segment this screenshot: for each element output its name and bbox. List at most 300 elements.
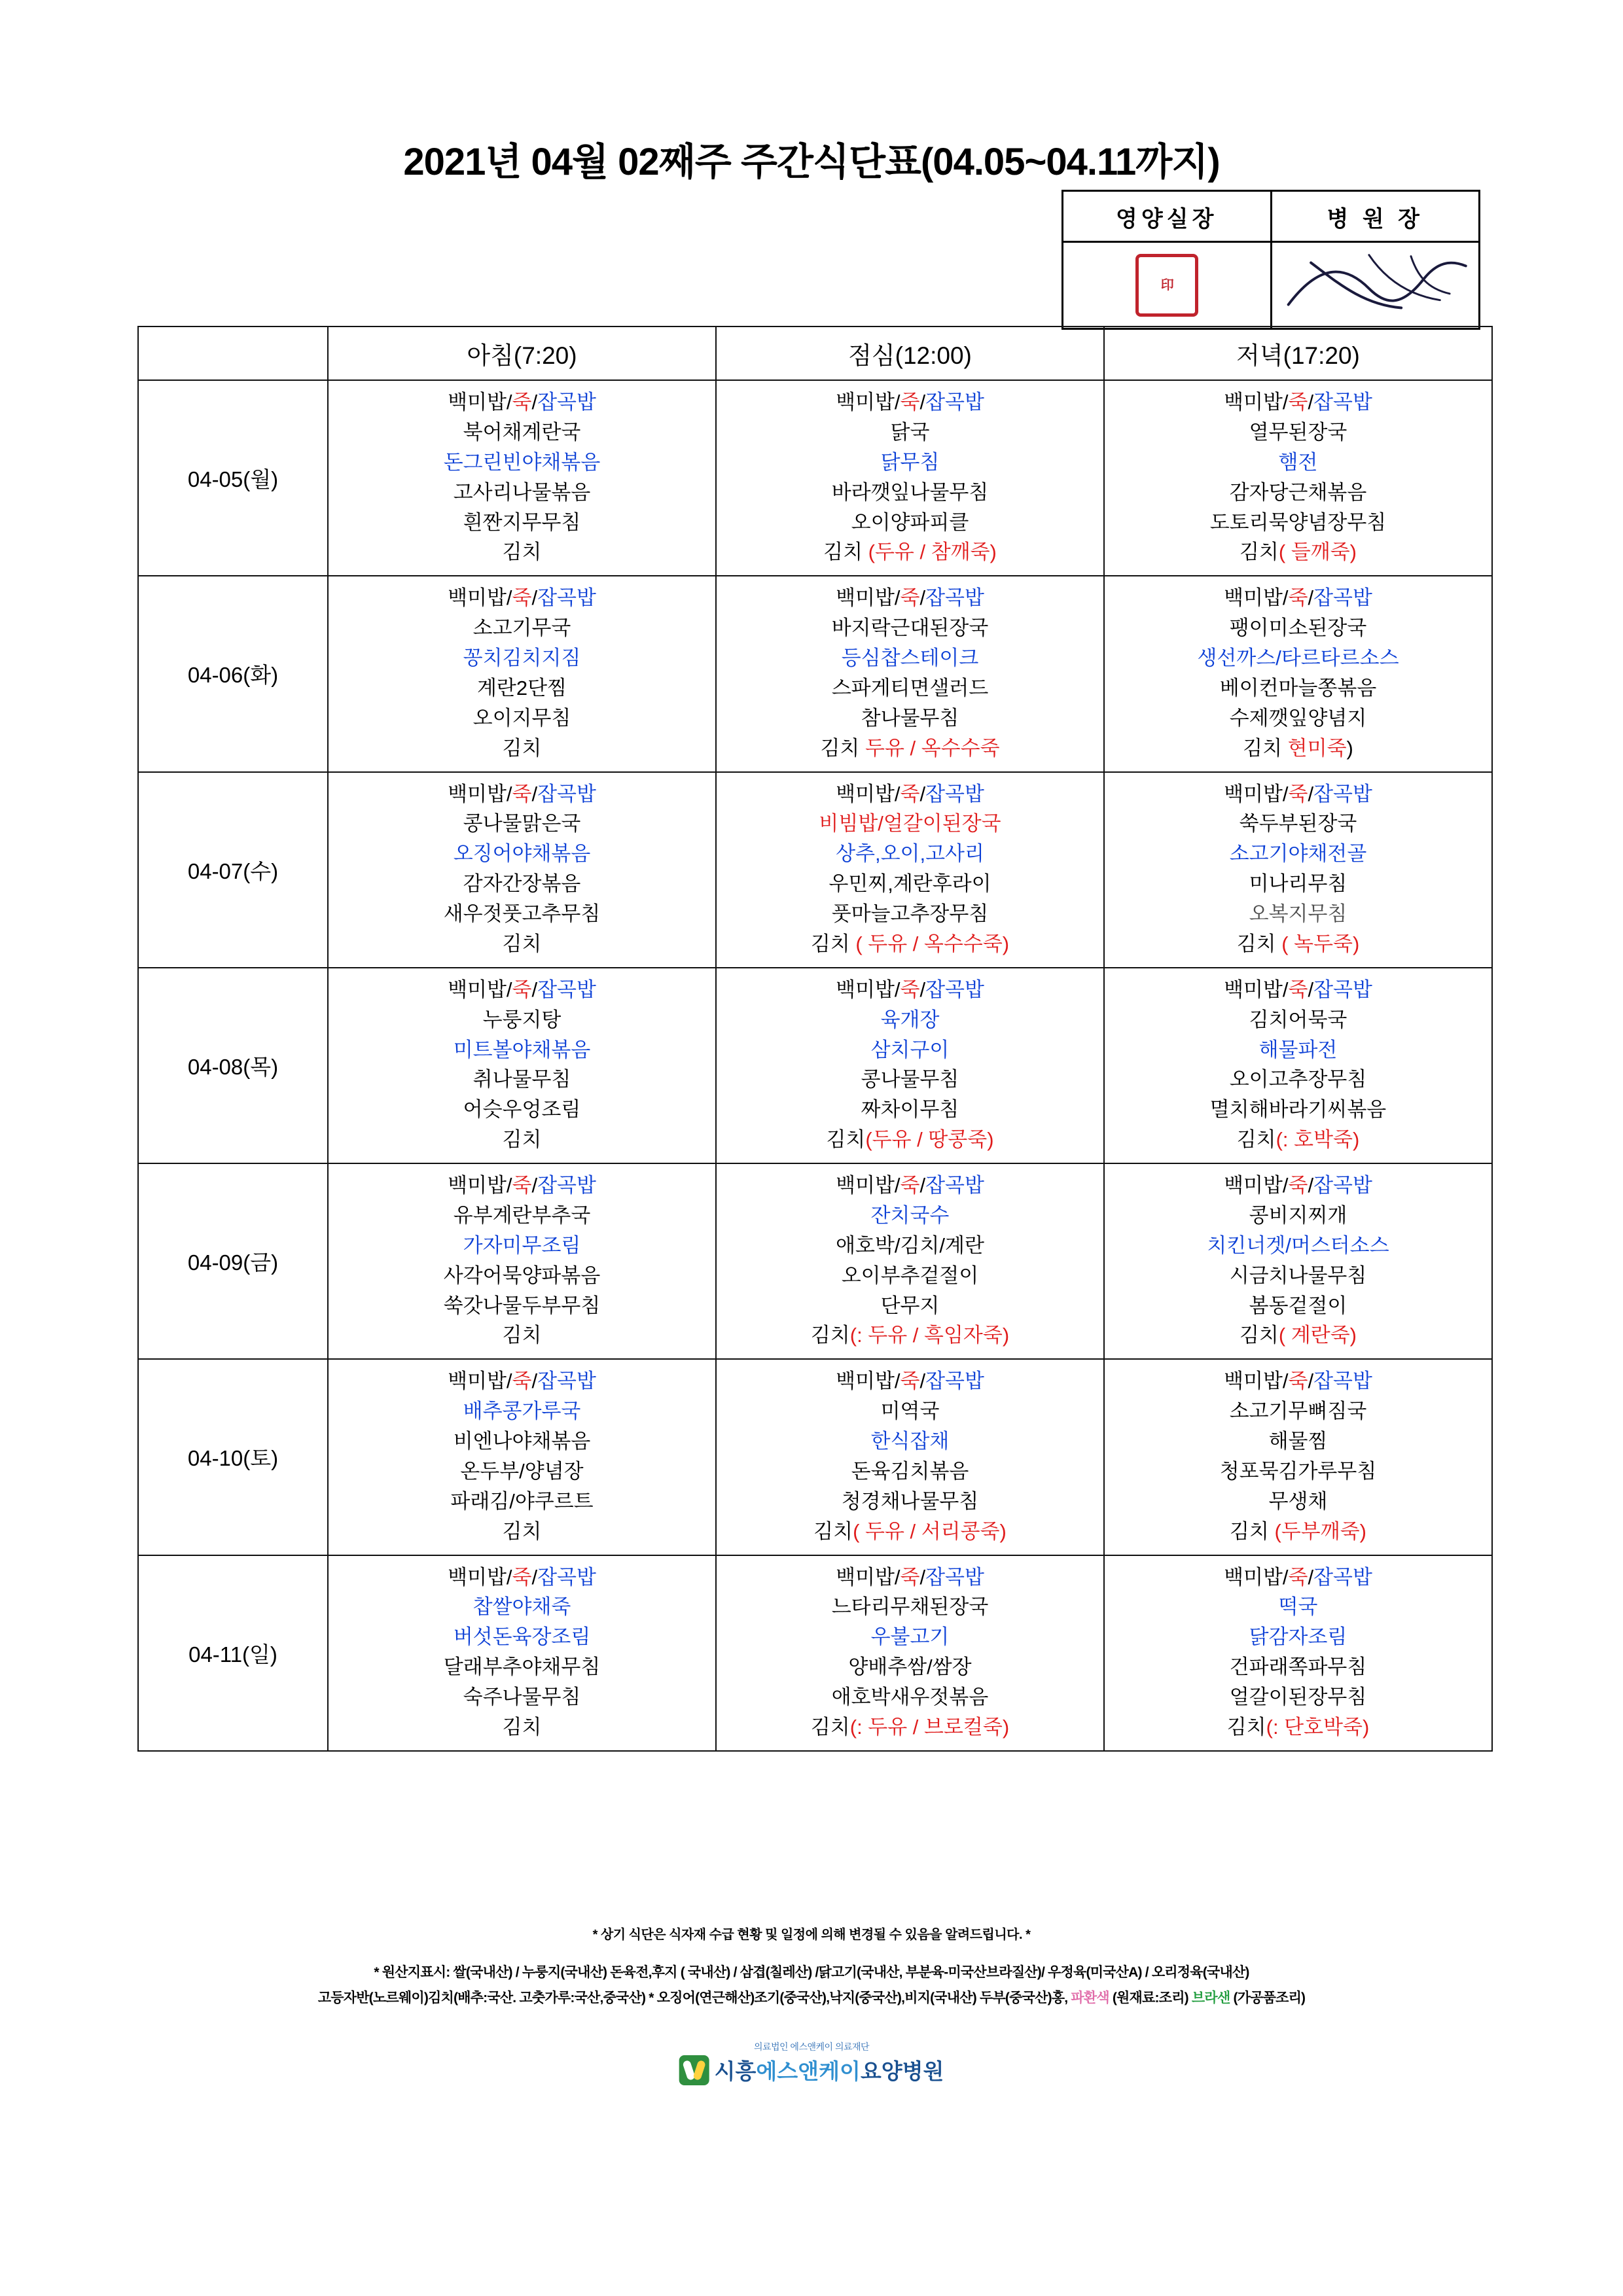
menu-item-text: 김치 [502,932,542,955]
menu-item-text: 김치 [502,1519,542,1543]
menu-item [331,1125,713,1155]
menu-item [719,1622,1101,1652]
menu-item [1107,613,1489,643]
menu-item-text: 잡곡밥 [925,1369,984,1393]
page-title: 2021년 04월 02째주 주간식단표(04.05~04.11까지) [403,141,1220,183]
menu-item-text: 죽 [512,391,532,414]
menu-item [1107,1005,1489,1035]
menu-item [331,583,713,613]
menu-item [1107,673,1489,703]
logo-tagline: 의료법인 에스앤케이 의료재단 [753,2041,870,2052]
menu-item [719,1396,1101,1426]
table-row [138,576,1492,771]
menu-item-text: 죽 [1288,1369,1308,1393]
menu-item [1107,975,1489,1005]
menu-item [1107,583,1489,613]
menu-item-text: 김치 [502,540,542,564]
menu-item-text: / [531,1369,538,1393]
menu-item-text: (: 호박죽) [1275,1128,1360,1152]
menu-item-text: 죽 [1288,586,1308,610]
menu-item [1107,508,1489,538]
menu-item [719,1592,1101,1622]
meal-cell-breakfast [328,380,716,576]
day-label: 04-10(토) [138,1359,328,1555]
menu-item [719,1652,1101,1682]
menu-item-text: 잡곡밥 [1313,1565,1372,1589]
menu-item-text: 백미밥/ [836,1369,901,1393]
menu-item-text: 김치 [502,1128,542,1152]
meal-cell-breakfast [328,772,716,968]
menu-item-text: 생선까스/타르타르소스 [1197,646,1399,669]
menu-item-text: 백미밥/ [448,1369,512,1393]
menu-item-text: 죽 [1288,1565,1308,1589]
approval-label-director: 병 원 장 [1272,192,1479,243]
menu-item-text: 김치 [1230,1519,1275,1543]
menu-item-text: 백미밥/ [1224,978,1289,1001]
menu-item-text: 백미밥/ [448,978,512,1001]
meal-cell-dinner [1104,1359,1492,1555]
logo-name-2: 에스앤케이 [756,2059,861,2083]
menu-item-text: 숙주나물무침 [463,1686,581,1708]
menu-item-text: 청경채나물무침 [841,1489,979,1513]
menu-item [331,1035,713,1065]
menu-item [331,478,713,508]
menu-item [1107,899,1489,929]
menu-item [331,1487,713,1517]
meal-cell-lunch [716,968,1104,1163]
menu-item-text: 잡곡밥 [537,1174,596,1197]
menu-item-text: 비빔밥/얼갈이된장국 [819,812,1001,836]
menu-item-text: 건파래쪽파무침 [1229,1655,1367,1679]
menu-item-text: (: 두유 / 브로컬죽) [849,1715,1010,1739]
table-row [138,1555,1492,1751]
approval-header-row [1063,192,1478,243]
table-row [138,772,1492,968]
menu-item [719,1487,1101,1517]
table-row [138,380,1492,576]
menu-item [331,417,713,448]
menu-item [719,1201,1101,1231]
menu-item [719,1712,1101,1742]
menu-item [331,1396,713,1426]
menu-item-text: 소고기무뼈짐국 [1229,1400,1367,1423]
menu-item-text: / [1308,391,1314,414]
menu-item [1107,1125,1489,1155]
menu-item-text: 두유 / 옥수수죽 [865,736,1000,760]
menu-item-text: 꽁치김치지짐 [463,646,581,669]
menu-item [719,643,1101,673]
menu-item-text: 참나물무침 [861,706,959,730]
menu-item [719,387,1101,417]
menu-item [719,1065,1101,1095]
logo-name-1: 시흥 [714,2059,757,2083]
menu-item-text: 김치 [502,1715,542,1739]
menu-item-text: 잡곡밥 [537,391,596,414]
menu-item [331,508,713,538]
menu-item-text: 김치 [1243,736,1288,760]
menu-item [1107,1652,1489,1682]
menu-item-text: 잡곡밥 [1313,586,1372,610]
menu-item-text: / [531,586,538,610]
menu-item-text: ( 계란죽) [1278,1324,1357,1347]
menu-item-text: (두유 / 참깨죽) [868,540,997,564]
menu-item-text: 미트볼야채볶음 [453,1038,591,1061]
menu-item-text: 콩비지찌개 [1249,1203,1347,1227]
menu-item-text: 스파게티면샐러드 [831,676,989,699]
menu-item-text: 수제깻잎양념지 [1229,706,1367,730]
menu-item [331,899,713,929]
meal-cell-dinner [1104,380,1492,576]
menu-item-text: 새우젓풋고추무침 [443,902,601,925]
origin-line-2-e: (가공품조리) [1233,1990,1306,2005]
menu-item-text: 북어채계란국 [463,420,581,444]
menu-item [1107,733,1489,764]
menu-item-text: 백미밥/ [836,978,901,1001]
menu-item [331,1712,713,1742]
approval-box [1061,190,1480,330]
menu-item-text: ( 녹두죽) [1281,932,1360,955]
menu-item [331,673,713,703]
menu-item-text: 한식잡채 [870,1430,950,1453]
menu-item [1107,537,1489,567]
logo-name [715,2055,944,2085]
meal-cell-lunch [716,1163,1104,1359]
menu-item-text: 어슷우엉조림 [463,1098,581,1122]
menu-item-text: 단무지 [880,1294,940,1317]
menu-item-text: / [1308,586,1314,610]
menu-item [719,1291,1101,1321]
menu-item [1107,1487,1489,1517]
menu-item [331,1261,713,1291]
menu-item-text: 죽 [900,978,920,1001]
menu-item-text: 김치 [810,1324,850,1347]
origin-line-2 [0,1986,1623,2011]
meal-cell-lunch [716,772,1104,968]
menu-item-text: 죽 [1288,391,1308,414]
menu-item [331,1231,713,1261]
menu-item-text: 시금치나물무침 [1229,1263,1367,1287]
menu-item-text: 오이양파피클 [851,510,969,534]
menu-item-text: 오징어야채볶음 [453,842,591,866]
menu-item [1107,478,1489,508]
menu-item-text: 애호박새우젓볶음 [831,1686,989,1708]
day-label: 04-08(목) [138,968,328,1163]
menu-item [719,1231,1101,1261]
menu-item-text: 열무된장국 [1249,420,1347,444]
menu-item [331,779,713,809]
menu-item-text: 김치 [502,1324,542,1347]
menu-item-text: 등심찹스테이크 [841,646,979,669]
menu-item-text: / [919,978,926,1001]
menu-item [719,975,1101,1005]
menu-item-text: 멸치해바라기씨볶음 [1209,1098,1387,1122]
menu-item-text: 잡곡밥 [925,978,984,1001]
menu-item-text: 햄전 [1278,450,1318,474]
menu-item-text: 죽 [512,1369,532,1393]
menu-item [719,809,1101,839]
menu-item-text: 닭무침 [880,450,940,474]
meal-cell-lunch [716,576,1104,771]
menu-item [1107,1517,1489,1547]
menu-item-text: 닭국 [890,420,930,444]
menu-item [331,1682,713,1712]
menu-item-text: 온두부/양념장 [460,1459,584,1483]
menu-item [331,1366,713,1396]
menu-item-text: 쑥갓나물두부무침 [443,1294,601,1317]
menu-item-text: (: 두유 / 흑임자죽) [849,1324,1010,1347]
menu-item-text: 백미밥/ [1224,1369,1289,1393]
origin-line-2-c: (원재료:조리) [1112,1990,1188,2005]
day-label: 04-07(수) [138,772,328,968]
menu-item-text: 죽 [900,391,920,414]
menu-item-text: 오복지무침 [1249,902,1347,925]
header-blank [138,327,328,380]
menu-item-text: 백미밥/ [448,1565,512,1589]
menu-item [1107,1065,1489,1095]
menu-item-text: 잡곡밥 [537,586,596,610]
menu-item [331,1592,713,1622]
menu-item [719,839,1101,869]
menu-item-text: 흰짠지무무침 [463,510,581,534]
menu-item-text: / [919,391,926,414]
meal-cell-dinner [1104,772,1492,968]
menu-item-text: 유부계란부추국 [453,1203,591,1227]
origin-line-2-a: 고등자반(노르웨이)김치(배추:국산. 고춧가루:국산,중국산) * 오징어(연근해산)조기(중국산),낙지(중국산),비지(국내산) 두부(중국산)홍, [317,1990,1068,2005]
menu-item-text: 얼갈이된장무침 [1229,1686,1367,1708]
header-dinner: 저녁(17:20) [1104,327,1492,380]
menu-item-text: 바라깻잎나물무침 [831,480,989,504]
menu-item-text: 찹쌀야채죽 [473,1595,571,1619]
menu-item-text: 느타리무채된장국 [831,1595,989,1619]
menu-item-text: 김치 [810,932,856,955]
menu-item-text: 계란2단찜 [476,676,567,699]
menu-item [331,643,713,673]
menu-item-text: 죽 [512,586,532,610]
menu-item-text: 김치 [810,1715,850,1739]
meal-cell-breakfast [328,576,716,771]
menu-item-text: 김치 [1236,1128,1276,1152]
menu-item-text: 잡곡밥 [925,1174,984,1197]
table-row [138,968,1492,1163]
menu-item-text: 백미밥/ [836,1174,901,1197]
menu-item-text: 현미죽 [1287,736,1347,760]
menu-item [331,1622,713,1652]
menu-item-text: 죽 [512,782,532,805]
menu-item-text: 도토리묵양념장무침 [1209,510,1387,534]
day-label: 04-09(금) [138,1163,328,1359]
origin-info [0,1960,1623,2011]
menu-item [719,1125,1101,1155]
menu-item-text: 김치 [1239,1324,1279,1347]
menu-item-text: 해물찜 [1268,1430,1328,1453]
menu-item [719,448,1101,478]
table-row [138,1359,1492,1555]
menu-item [331,1065,713,1095]
menu-item [719,537,1101,567]
menu-item-text: / [1308,1369,1314,1393]
menu-item-text: 육개장 [880,1008,940,1031]
origin-line-2-b: 파환색 [1071,1990,1109,2005]
menu-item-text: 무생채 [1268,1489,1328,1513]
menu-item-text: 잡곡밥 [1313,978,1372,1001]
menu-item [1107,809,1489,839]
menu-item-text: 상추,오이,고사리 [836,842,984,866]
menu-item-text: 죽 [1288,1174,1308,1197]
meal-cell-lunch [716,1359,1104,1555]
menu-item [1107,1563,1489,1593]
origin-line-2-d: 브라샌 [1191,1990,1230,2005]
menu-item [719,417,1101,448]
menu-item-text: ( 들깨죽) [1278,540,1357,564]
menu-item [719,1517,1101,1547]
menu-item [1107,1592,1489,1622]
menu-item-text: 백미밥/ [1224,391,1289,414]
menu-item [719,899,1101,929]
table-body [138,380,1492,1751]
menu-item [331,975,713,1005]
menu-item [331,1517,713,1547]
menu-item [331,1652,713,1682]
menu-item-text: 떡국 [1278,1595,1318,1619]
meal-cell-breakfast [328,1163,716,1359]
menu-item [719,929,1101,959]
menu-item-text: 김치 [502,736,542,760]
menu-item-text: 백미밥/ [836,391,901,414]
menu-item-text: 백미밥/ [448,391,512,414]
menu-item-text: 치킨너겟/머스터소스 [1207,1233,1389,1257]
menu-item [331,1291,713,1321]
menu-item-text: 죽 [900,1369,920,1393]
menu-item-text: / [919,1565,926,1589]
menu-item [1107,1366,1489,1396]
menu-item-text: 오이고추장무침 [1229,1068,1367,1091]
menu-item-text: / [1308,1174,1314,1197]
header-breakfast: 아침(7:20) [328,327,716,380]
menu-item-text: / [531,391,538,414]
menu-item [331,448,713,478]
menu-item-text: 오이지무침 [473,706,571,730]
menu-item [719,1563,1101,1593]
hospital-logo [679,2040,944,2085]
menu-item-text: 풋마늘고추장무침 [831,902,989,925]
menu-item [1107,1712,1489,1742]
meal-cell-breakfast [328,968,716,1163]
menu-item-text: 취나물무침 [473,1068,571,1091]
menu-item [331,1171,713,1201]
menu-item-text: 김치 [823,540,868,564]
menu-item-text: 쑥두부된장국 [1239,812,1357,836]
menu-item [1107,779,1489,809]
menu-item-text: 버섯돈육장조림 [453,1625,591,1649]
menu-item-text: 김치어묵국 [1249,1008,1347,1031]
menu-item-text: 백미밥/ [1224,782,1289,805]
menu-item-text: / [531,1565,538,1589]
day-label: 04-11(일) [138,1555,328,1751]
menu-item-text: 감자간장볶음 [463,872,581,896]
menu-item [1107,1682,1489,1712]
meal-cell-lunch [716,1555,1104,1751]
menu-item [719,583,1101,613]
meal-cell-lunch [716,380,1104,576]
day-label: 04-05(월) [138,380,328,576]
menu-item-text: 누룽지탕 [482,1008,562,1031]
menu-item-text: ( 두유 / 서리콩죽) [853,1519,1007,1543]
menu-item [719,1320,1101,1351]
menu-item-text: 팽이미소된장국 [1229,616,1367,640]
menu-item-text: / [1308,978,1314,1001]
meal-cell-breakfast [328,1555,716,1751]
menu-item [1107,929,1489,959]
menu-item [331,1201,713,1231]
menu-item [331,387,713,417]
menu-item-text: (두부깨죽) [1274,1519,1366,1543]
menu-item-text: 봄동겉절이 [1249,1294,1347,1317]
menu-item-text: / [531,1174,538,1197]
menu-item-text: 백미밥/ [448,782,512,805]
menu-item-text: 잡곡밥 [1313,1369,1372,1393]
menu-item-text: 우불고기 [870,1625,950,1649]
menu-item-text: 바지락근대된장국 [831,616,989,640]
menu-item [719,1035,1101,1065]
menu-item [331,929,713,959]
menu-item [719,1005,1101,1035]
menu-item-text: 소고기야채전골 [1229,842,1367,866]
menu-item-text: 죽 [900,1565,920,1589]
menu-item [719,613,1101,643]
menu-item [1107,839,1489,869]
menu-item-text: 백미밥/ [1224,1565,1289,1589]
menu-item [719,1457,1101,1487]
menu-item-text: 청포묵김가루무침 [1219,1459,1377,1483]
approval-signature-row [1063,243,1478,328]
menu-item [719,1682,1101,1712]
menu-item [1107,1426,1489,1457]
menu-item-text: 달래부추야채무침 [443,1655,601,1679]
menu-item-text: 배추콩가루국 [463,1400,581,1423]
menu-item [331,1005,713,1035]
menu-item-text: 잡곡밥 [1313,782,1372,805]
menu-item-text: 파래김/야쿠르트 [450,1489,594,1513]
menu-item-text: 백미밥/ [448,1174,512,1197]
menu-item [331,613,713,643]
menu-item-text: 사각어묵양파볶음 [443,1263,601,1287]
menu-item-text: 돈육김치볶음 [851,1459,969,1483]
menu-item [719,1171,1101,1201]
menu-item [719,779,1101,809]
menu-item [331,733,713,764]
menu-item-text: 삼치구이 [870,1038,950,1061]
menu-item-text: 잡곡밥 [925,782,984,805]
table-row [138,1163,1492,1359]
menu-item-text: / [919,586,926,610]
menu-item-text: 김치 [1236,932,1282,955]
menu-item-text: 가자미무조림 [463,1233,581,1257]
header-lunch: 점심(12:00) [716,327,1104,380]
menu-item-text: 애호박/김치/계란 [836,1233,984,1257]
menu-item-text: 잡곡밥 [537,1565,596,1589]
menu-item-text: (: 단호박죽) [1266,1715,1370,1739]
menu-item-text: 비엔나야채볶음 [453,1430,591,1453]
menu-item-text: (두유 / 땅콩죽) [865,1128,994,1152]
menu-item [719,478,1101,508]
menu-item-text: ) [1346,736,1353,760]
menu-item-text: 고사리나물볶음 [453,480,591,504]
menu-item [331,809,713,839]
logo-main [679,2055,944,2085]
menu-item-text: 죽 [512,1174,532,1197]
menu-item [719,673,1101,703]
menu-item-text: 잡곡밥 [537,978,596,1001]
